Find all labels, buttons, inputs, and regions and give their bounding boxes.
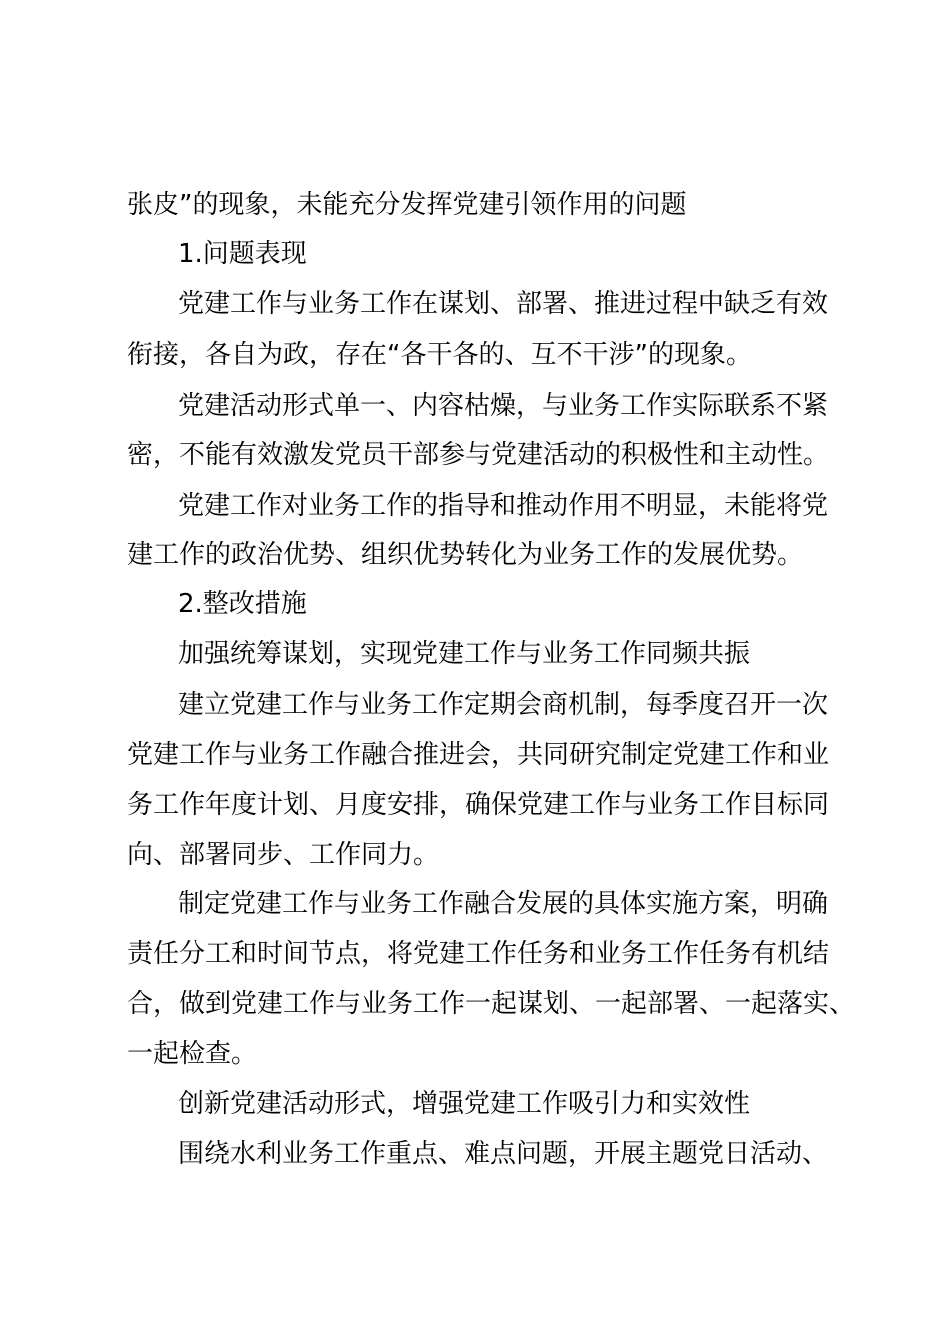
text-line: 围绕水利业务工作重点、难点问题，开展主题党日活动、 xyxy=(178,1139,829,1169)
text-line: 衔接，各自为政，存在“各干各的、互不干涉”的现象。 xyxy=(127,340,752,370)
text-line: 务工作年度计划、月度安排，确保党建工作与业务工作目标同 xyxy=(127,790,830,820)
subheading: 创新党建活动形式，增强党建工作吸引力和实效性 xyxy=(178,1089,751,1119)
text-line: 建立党建工作与业务工作定期会商机制，每季度召开一次 xyxy=(178,690,829,720)
text-line: 建工作的政治优势、组织优势转化为业务工作的发展优势。 xyxy=(127,540,804,570)
text-line: 党建活动形式单一、内容枯燥，与业务工作实际联系不紧 xyxy=(178,391,829,421)
text-line: 一起检查。 xyxy=(127,1039,258,1069)
text-line: 向、部署同步、工作同力。 xyxy=(127,840,440,870)
text-line: 党建工作与业务工作融合推进会，共同研究制定党建工作和业 xyxy=(127,740,830,770)
subheading: 加强统筹谋划，实现党建工作与业务工作同频共振 xyxy=(178,639,751,669)
text-line: 党建工作对业务工作的指导和推动作用不明显，未能将党 xyxy=(178,491,829,521)
section-heading: 1.问题表现 xyxy=(178,239,307,269)
text-line: 党建工作与业务工作在谋划、部署、推进过程中缺乏有效 xyxy=(178,289,829,319)
text-line: 合，做到党建工作与业务工作一起谋划、一起部署、一起落实、 xyxy=(127,989,856,1019)
text-line: 密，不能有效激发党员干部参与党建活动的积极性和主动性。 xyxy=(127,440,830,470)
section-heading: 2.整改措施 xyxy=(178,589,307,619)
text-line: 制定党建工作与业务工作融合发展的具体实施方案，明确 xyxy=(178,889,829,919)
text-line: 责任分工和时间节点，将党建工作任务和业务工作任务有机结 xyxy=(127,939,830,969)
text-line: 张皮”的现象，未能充分发挥党建引领作用的问题 xyxy=(127,190,687,220)
